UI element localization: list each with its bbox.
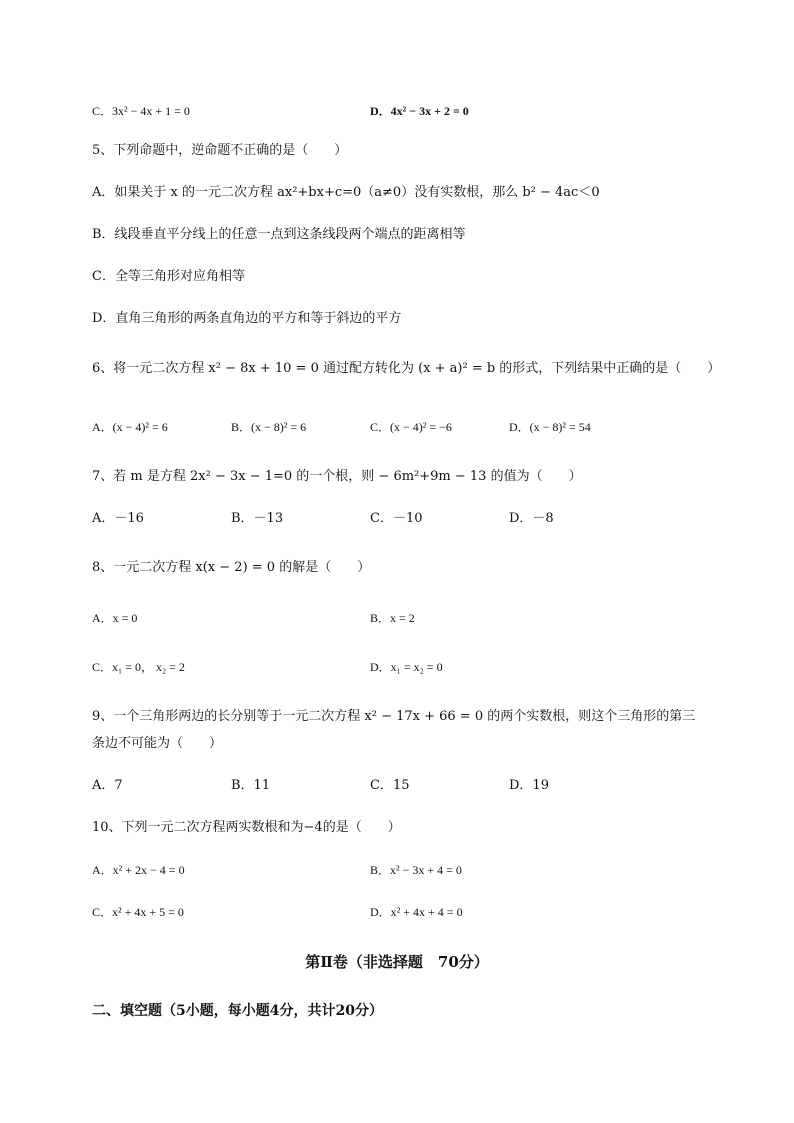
q6-option-a: A．(x − 4)² = 6 [92, 420, 168, 434]
q5-option-c: C．全等三角形对应角相等 [92, 269, 245, 284]
q8-option-a: A．x = 0 [92, 611, 138, 625]
q9-option-a: A．7 [92, 778, 123, 793]
q6-option-d: D．(x − 8)² = 54 [509, 420, 591, 434]
q7-option-d: D．－8 [509, 511, 554, 526]
q7-option-b: B．－13 [231, 511, 284, 526]
q9-option-c: C．15 [370, 778, 410, 793]
q5-option-d: D．直角三角形的两条直角边的平方和等于斜边的平方 [92, 311, 402, 326]
q5-stem: 5、下列命题中，逆命题不正确的是（ ） [92, 143, 348, 158]
q10-option-d: D．x² + 4x + 4 = 0 [370, 905, 463, 919]
q8-option-b: B．x = 2 [370, 611, 415, 625]
q8-option-d: D．x₁ = x₂ = 0 [370, 660, 443, 674]
part2-title: 第Ⅱ卷（非选择题 70分） [305, 953, 489, 971]
q9-option-b: B．11 [231, 778, 271, 793]
q8-option-c: C．x₁ = 0， x₂ = 2 [92, 660, 185, 674]
section2-title: 二、填空题（5小题，每小题4分，共计20分） [92, 1003, 383, 1019]
q4-option-c: C．3x² − 4x + 1 = 0 [92, 104, 190, 118]
q6-option-c: C．(x − 4)² = −6 [370, 420, 452, 434]
q9-stem-line2: 条边不可能为（ ） [92, 736, 223, 751]
q5-option-a: A．如果关于 x 的一元二次方程 ax²+bx+c=0（a≠0）没有实数根，那么 b² − 4ac＜0 [92, 185, 600, 200]
q9-option-d: D．19 [509, 778, 549, 793]
q8-stem: 8、一元二次方程 x(x − 2) = 0 的解是（ ） [92, 560, 371, 575]
q5-option-b: B．线段垂直平分线上的任意一点到这条线段两个端点的距离相等 [92, 227, 466, 242]
q6-option-b: B．(x − 8)² = 6 [231, 420, 307, 434]
q10-option-b: B．x² − 3x + 4 = 0 [370, 863, 462, 877]
q4-option-d: D．4x² − 3x + 2 = 0 [370, 104, 469, 118]
q7-option-a: A．－16 [92, 511, 144, 526]
q9-stem-line1: 9、一个三角形两边的长分别等于一元二次方程 x² − 17x + 66 = 0 的两个实数根，则这个三角形的第三 [92, 709, 696, 724]
q10-stem: 10、下列一元二次方程两实数根和为−4的是（ ） [92, 820, 401, 835]
q7-stem: 7、若 m 是方程 2x² − 3x − 1=0 的一个根，则 − 6m²+9m − 13 的值为（ ） [92, 469, 582, 484]
q10-option-a: A．x² + 2x − 4 = 0 [92, 863, 185, 877]
q10-option-c: C．x² + 4x + 5 = 0 [92, 905, 184, 919]
q7-option-c: C．－10 [370, 511, 423, 526]
q6-stem: 6、将一元二次方程 x² − 8x + 10 = 0 通过配方转化为 (x + a)² = b 的形式，下列结果中正确的是（ ） [92, 361, 721, 376]
